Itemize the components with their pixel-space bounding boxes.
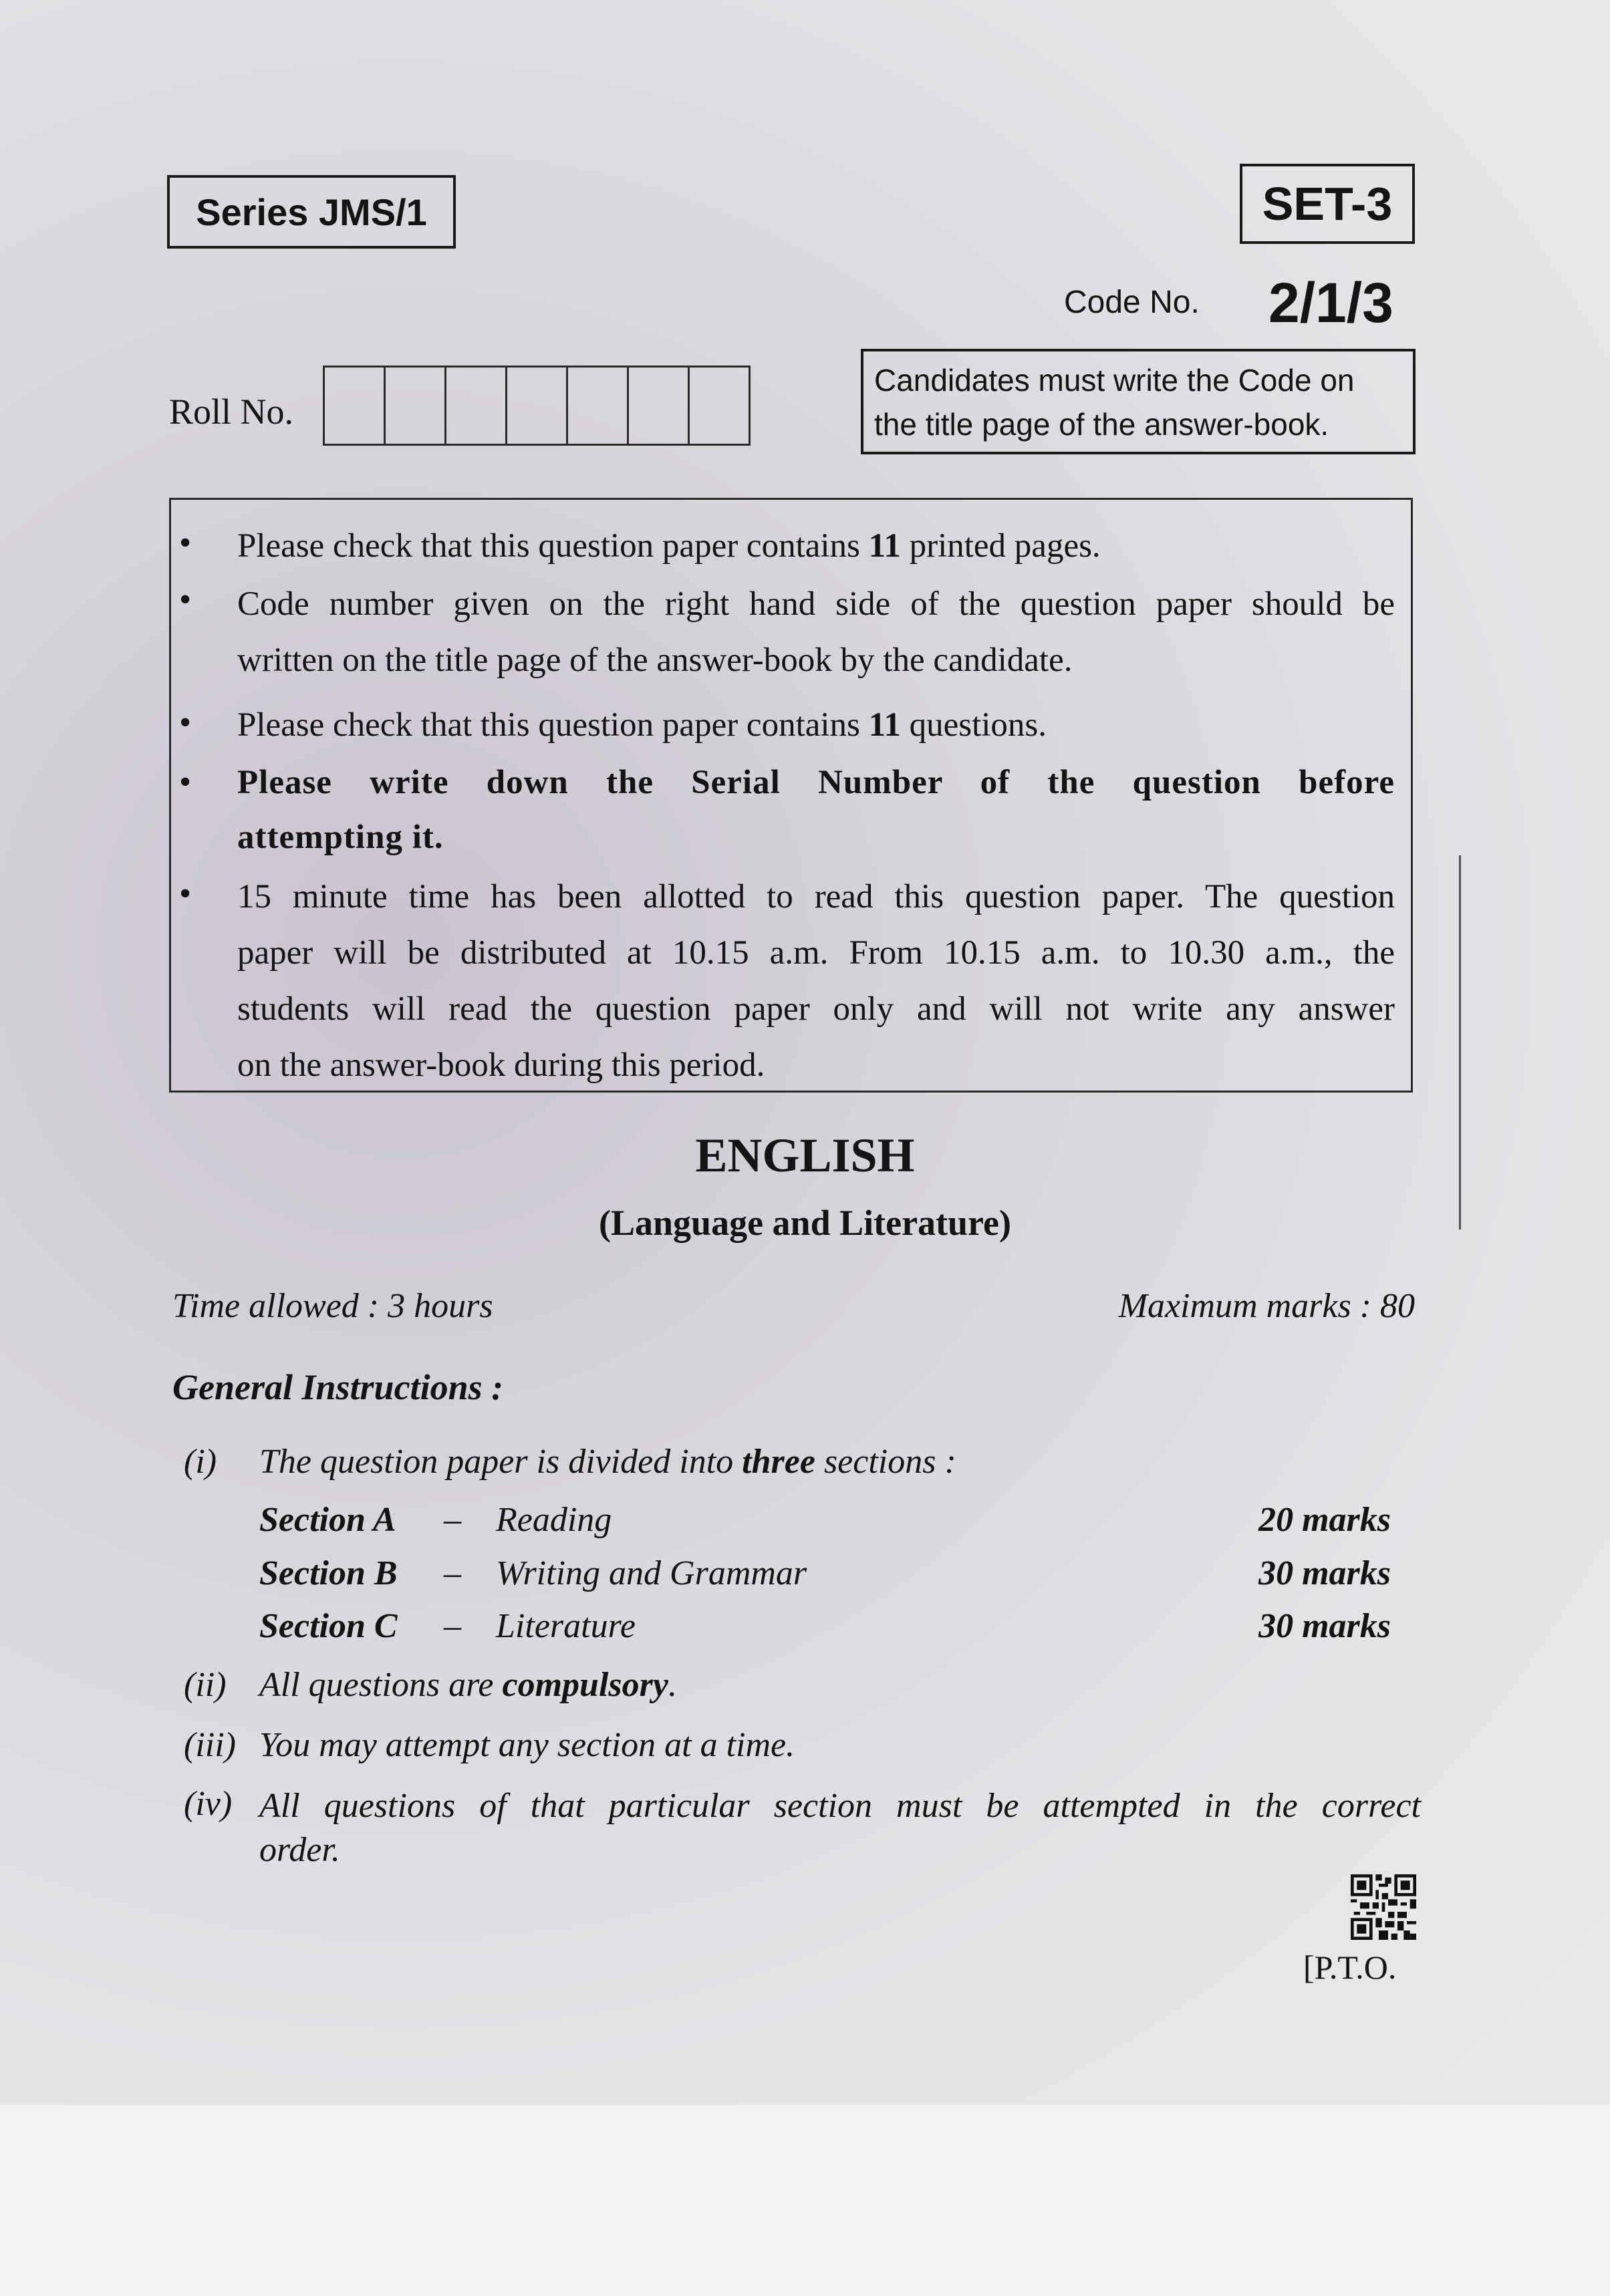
scan-bottom-margin — [0, 2105, 1610, 2296]
instruction-text: All questions are — [259, 1666, 503, 1704]
section-marks: 30 marks — [1258, 1607, 1391, 1645]
instruction-item — [237, 754, 1395, 865]
instruction-number: (i) — [184, 1443, 217, 1481]
roll-number-label: Roll No. — [169, 392, 294, 432]
bullet-icon: • — [179, 581, 192, 619]
qr-code-icon — [1351, 1874, 1416, 1940]
instruction-line: students will read the question paper only and will not write any answer — [237, 990, 1395, 1028]
candidates-note-line: Candidates must write the Code on — [874, 363, 1355, 398]
section-dash: – — [444, 1607, 461, 1645]
instruction-item — [237, 518, 1395, 574]
subject-subtitle: (Language and Literature) — [599, 1203, 1011, 1243]
instruction-text: Please check that this question paper contains 11 printed pages. — [237, 527, 1101, 565]
instruction-number: (iv) — [184, 1785, 233, 1823]
instruction-line: written on the title page of the answer-book by the candidate. — [237, 641, 1073, 679]
bullet-icon: • — [179, 763, 192, 801]
instruction-line: Please write down the Serial Number of the question before — [237, 764, 1395, 801]
general-instructions-heading: General Instructions : — [172, 1367, 504, 1407]
bullet-icon: • — [179, 875, 192, 913]
instruction-text: . — [668, 1666, 677, 1704]
candidates-note-box — [861, 349, 1416, 454]
general-instruction — [259, 1784, 1421, 1872]
section-dash: – — [444, 1501, 461, 1539]
section-marks: 20 marks — [1258, 1501, 1391, 1539]
roll-number-cell[interactable] — [444, 366, 507, 446]
series-text: Series JMS/1 — [196, 190, 427, 233]
section-title: Reading — [496, 1501, 612, 1539]
set-box — [1240, 164, 1415, 244]
roll-number-cell[interactable] — [323, 366, 386, 446]
instruction-emphasis: compulsory — [502, 1666, 668, 1704]
instruction-line: paper will be distributed at 10.15 a.m. From 10.15 a.m. to 10.30 a.m., the — [237, 934, 1395, 972]
code-value: 2/1/3 — [1268, 271, 1393, 334]
code-label: Code No. — [1064, 285, 1200, 320]
instruction-number: (iii) — [184, 1726, 236, 1764]
instruction-item — [237, 869, 1395, 1093]
roll-number-cell[interactable] — [384, 366, 446, 446]
instruction-emphasis: 11 — [868, 527, 901, 565]
instruction-item — [237, 697, 1395, 753]
instruction-number: (ii) — [184, 1666, 227, 1704]
instruction-line: order. — [259, 1831, 340, 1869]
subject-title: ENGLISH — [695, 1129, 915, 1182]
instruction-line: attempting it. — [237, 819, 444, 856]
roll-number-cell[interactable] — [566, 366, 629, 446]
section-dash: – — [444, 1554, 461, 1592]
section-title: Literature — [496, 1607, 636, 1645]
general-instruction: You may attempt any section at a time. — [259, 1726, 795, 1764]
instruction-text: Please check that this question paper contains 11 questions. — [237, 706, 1047, 744]
instruction-line: on the answer-book during this period. — [237, 1046, 765, 1084]
section-name: Section B — [259, 1554, 398, 1592]
roll-number-cell[interactable] — [627, 366, 690, 446]
instruction-line: All questions of that particular section must be attempted in the correct — [259, 1787, 1421, 1825]
maximum-marks: Maximum marks : 80 — [1118, 1287, 1415, 1325]
series-box — [167, 175, 456, 249]
set-text: SET-3 — [1262, 178, 1393, 230]
time-allowed: Time allowed : 3 hours — [172, 1287, 493, 1325]
instruction-emphasis: three — [742, 1443, 815, 1481]
roll-number-boxes[interactable] — [325, 366, 751, 446]
candidates-note-line: the title page of the answer-book. — [874, 407, 1329, 442]
roll-number-cell[interactable] — [505, 366, 568, 446]
please-turn-over: [P.T.O. — [1303, 1949, 1397, 1986]
bullet-icon: • — [179, 704, 192, 742]
instruction-emphasis: 11 — [868, 706, 901, 744]
instruction-text: sections : — [815, 1443, 956, 1481]
section-name: Section C — [259, 1607, 398, 1645]
section-title: Writing and Grammar — [496, 1554, 807, 1592]
instruction-text: The question paper is divided into — [259, 1443, 743, 1481]
instruction-line: 15 minute time has been allotted to read this question paper. The question — [237, 878, 1395, 915]
instruction-item — [237, 576, 1395, 688]
roll-number-cell[interactable] — [688, 366, 751, 446]
bullet-icon: • — [179, 524, 192, 562]
instruction-line: Code number given on the right hand side of the question paper should be — [237, 585, 1395, 623]
section-name: Section A — [259, 1501, 396, 1539]
general-instruction — [259, 1665, 677, 1705]
general-instruction — [259, 1442, 956, 1481]
section-marks: 30 marks — [1258, 1554, 1391, 1592]
